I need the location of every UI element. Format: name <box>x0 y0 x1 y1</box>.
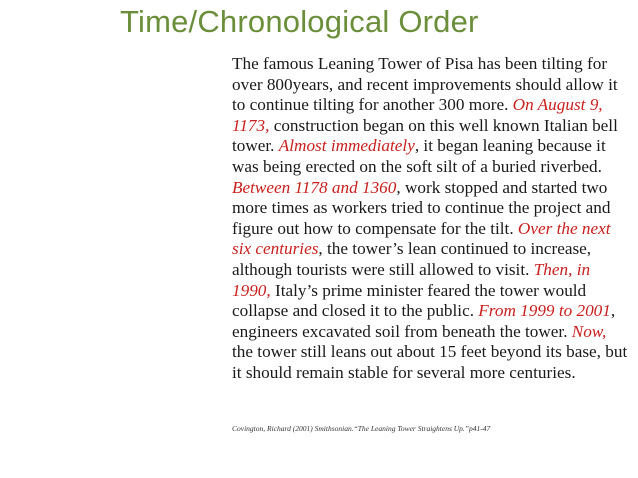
body-segment: The famous Leaning Tower of Pisa has been tilting for over 800years, and recent improvements should allow it to continue tilting for another 300 more. <box>232 54 618 115</box>
time-marker-text: On August 9, 1173, <box>232 95 603 135</box>
body-segment: , it began leaning because it was being erected on the soft silt of a buried riverbed. <box>232 136 606 176</box>
body-segment: , engineers excavated soil from beneath the tower. <box>232 301 616 341</box>
body-segment: Italy’s prime minister feared the tower would collapse and closed it to the public. <box>232 280 587 321</box>
body-segment: the tower still leans out about 15 feet beyond its base, but it should remain stable for several more centuries. <box>232 342 628 382</box>
time-marker-text: Between 1178 and 1360 <box>232 177 397 197</box>
body-segment: , the tower’s lean continued to increase, although tourists were still allowed to visit. <box>232 239 592 279</box>
citation: Covington, Richard (2001) Smithsonian.“The Leaning Tower Straightens Up.”p41-47 <box>232 424 491 433</box>
time-marker-text: Now, <box>571 321 607 341</box>
slide-title: Time/Chronological Order <box>120 4 479 39</box>
slide-body-text <box>232 54 628 384</box>
time-marker-text: Then, in 1990, <box>232 259 591 300</box>
body-segment: construction began on this well known Italian bell tower. <box>232 115 618 156</box>
time-marker-text: Almost immediately <box>278 136 415 156</box>
time-marker-text: From 1999 to 2001 <box>478 301 611 321</box>
body-segment: , work stopped and started two more times as workers tried to continue the project and figure out how to compensate for the tilt. <box>232 177 611 238</box>
time-marker-text: Over the next six centuries <box>232 218 611 259</box>
